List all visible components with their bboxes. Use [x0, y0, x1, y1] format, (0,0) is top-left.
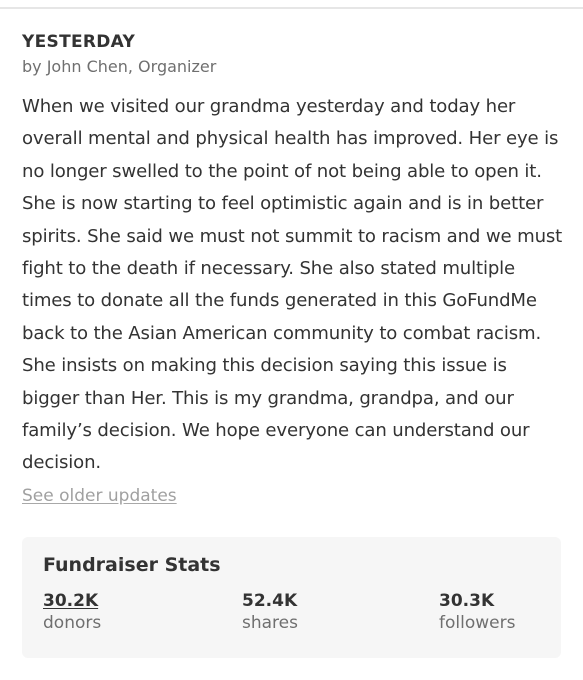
fundraiser-stats-title: Fundraiser Stats	[43, 554, 221, 576]
followers-label: followers	[439, 613, 516, 633]
update-title: YESTERDAY	[22, 32, 136, 52]
donors-label: donors	[43, 613, 102, 633]
shares-count: 52.4K	[242, 591, 298, 611]
top-divider	[0, 0, 583, 9]
update-section	[22, 30, 567, 506]
stat-followers	[439, 590, 515, 634]
shares-label: shares	[242, 613, 298, 633]
stats-row	[43, 590, 540, 636]
stat-donors	[43, 590, 101, 634]
update-body: When we visited our grandma yesterday and today her overall mental and physical health has improved. Her eye is no longer swelled to the point of not being able to open it. She is now starting to feel optimistic again and is in better spirits. She said we must not summit to racism and we must fight to the death if necessary. She also stated multiple times to donate all the funds generated in this GoFundMe back to the Asian American community to combat racism. She insists on making this decision saying this issue is bigger than Her. This is my grandma, grandpa, and our family’s decision. We hope everyone can understand our decision.	[22, 96, 563, 474]
donors-count-link[interactable]: 30.2K	[43, 591, 99, 611]
update-byline: by John Chen, Organizer	[22, 57, 217, 76]
stat-shares	[242, 590, 298, 634]
fundraiser-stats-card	[22, 537, 561, 658]
see-older-updates-link[interactable]: See older updates	[22, 485, 177, 506]
followers-count: 30.3K	[439, 591, 495, 611]
